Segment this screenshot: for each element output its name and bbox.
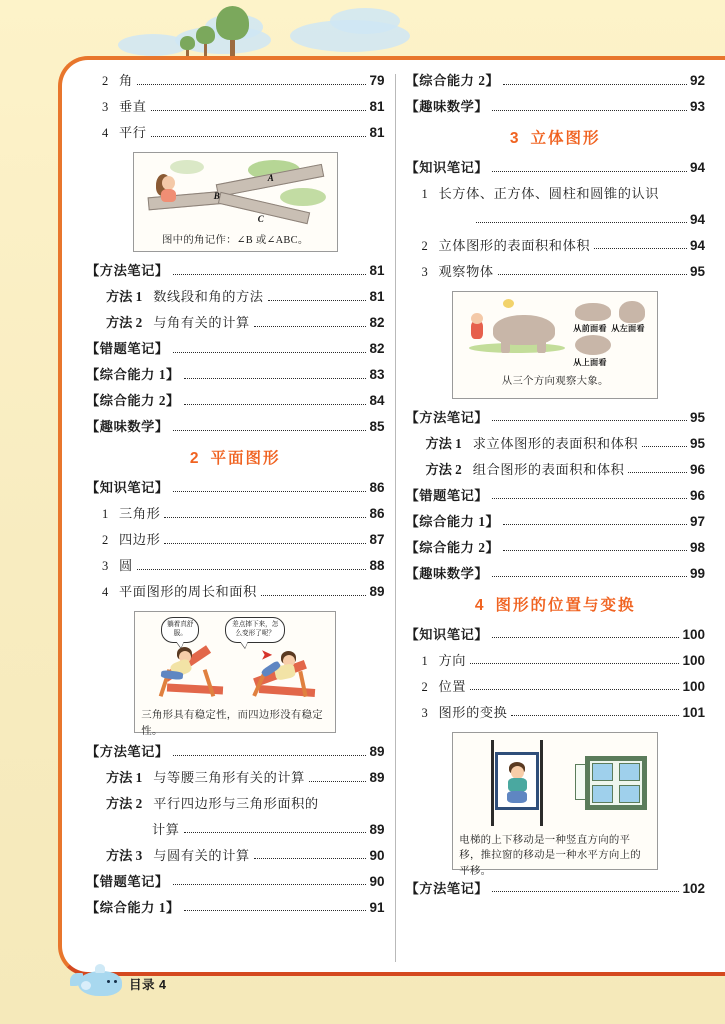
entry-page: 93 [689, 99, 705, 114]
child-icon [508, 778, 527, 792]
entry-page: 82 [369, 341, 385, 356]
entry-page: 91 [369, 899, 385, 915]
entry-page: 102 [682, 880, 705, 896]
elephant-icon [501, 341, 510, 353]
method-number: 方法 1 [106, 770, 143, 786]
method-number: 方法 1 [106, 289, 143, 305]
chapter-number: 4 [474, 596, 486, 614]
entry-page: 81 [369, 99, 385, 114]
leader-dots [173, 878, 367, 885]
toc-entry[interactable] [86, 368, 385, 382]
view-label-front: 从前面看 [573, 323, 607, 333]
toc-entry[interactable] [86, 507, 385, 521]
entry-label: 组合图形的表面积和体积 [472, 462, 625, 477]
entry-page: 81 [369, 263, 385, 278]
toc-entry[interactable] [86, 901, 385, 915]
toc-entry[interactable] [86, 100, 385, 114]
leader-dots [309, 775, 367, 782]
entry-label: 【方法笔记】 [405, 410, 489, 425]
entry-page: 89 [369, 744, 385, 759]
toc-entry-continuation[interactable] [406, 213, 706, 227]
entry-label: 数线段和角的方法 [153, 289, 264, 305]
figure-elephant-views [452, 291, 658, 399]
entry-label: 圆 [119, 558, 133, 574]
tree-icon [196, 26, 215, 44]
toc-entry[interactable] [86, 126, 385, 140]
figure-caption: 三角形具有稳定性，而四边形没有稳定性。 [141, 710, 323, 737]
entry-page: 87 [369, 532, 385, 547]
entry-label: 【错题笔记】 [405, 488, 489, 503]
leader-dots [164, 511, 366, 518]
chapter-heading-4 [406, 593, 706, 615]
entry-number: 3 [102, 100, 109, 114]
top-decoration [0, 0, 725, 64]
entry-label: 计算 [152, 822, 180, 837]
leader-dots [173, 485, 367, 492]
leader-dots [184, 904, 367, 911]
entry-label: 【方法笔记】 [405, 881, 489, 896]
elephant-icon [537, 341, 546, 353]
leader-dots [173, 424, 367, 431]
entry-label: 三角形 [119, 506, 161, 522]
cloud-icon [330, 8, 400, 34]
toc-entry[interactable] [406, 463, 706, 477]
leader-dots [628, 466, 687, 473]
entry-page: 95 [689, 435, 705, 451]
leader-dots [503, 78, 687, 85]
entry-label: 与角有关的计算 [153, 315, 250, 331]
leader-dots [137, 78, 367, 85]
leader-dots [642, 440, 687, 447]
child-icon [471, 313, 483, 324]
entry-label: 【综合能力 1】 [86, 900, 180, 915]
entry-page: 98 [689, 539, 705, 555]
entry-label: 【方法笔记】 [86, 744, 169, 760]
toc-entry[interactable] [86, 797, 385, 810]
toc-entry[interactable] [86, 745, 385, 759]
entry-label: 【综合能力 2】 [86, 393, 180, 409]
leader-dots [184, 826, 367, 833]
girl-icon [162, 176, 175, 190]
entry-label: 立体图形的表面积和体积 [438, 238, 591, 253]
entry-page: 94 [689, 237, 705, 253]
leader-dots [184, 372, 367, 379]
point-label-b: B [213, 191, 220, 201]
toc-right-column [396, 74, 716, 962]
leader-dots [254, 320, 367, 327]
entry-label: 位置 [438, 679, 467, 694]
bush-shape [170, 160, 204, 174]
chapter-heading-3 [406, 126, 706, 148]
leader-dots [151, 130, 367, 137]
toc-entry[interactable] [86, 264, 385, 278]
method-number: 方法 2 [106, 315, 143, 331]
entry-page: 100 [682, 652, 705, 668]
leader-dots [663, 190, 702, 197]
toc-entry[interactable] [86, 420, 385, 434]
window-pane [619, 785, 640, 803]
entry-page: 79 [369, 73, 385, 88]
toc-entry[interactable] [86, 771, 385, 785]
figure-angle-path [133, 152, 338, 252]
entry-label: 【综合能力 1】 [86, 367, 180, 383]
chapter-title: 平面图形 [210, 450, 281, 467]
leader-dots [151, 104, 367, 111]
entry-number: 2 [421, 238, 428, 253]
bush-shape [280, 188, 326, 206]
entry-page: 90 [369, 847, 385, 863]
entry-label: 与等腰三角形有关的计算 [153, 770, 305, 786]
toc-entry[interactable] [406, 437, 706, 451]
toc-entry[interactable] [86, 342, 385, 356]
toc-entry[interactable] [406, 239, 706, 253]
method-number: 方法 1 [425, 436, 462, 451]
toc-entry[interactable] [86, 394, 385, 408]
toc-entry[interactable] [86, 559, 385, 573]
toc-entry[interactable] [406, 187, 706, 200]
entry-page: 96 [689, 461, 705, 477]
entry-number: 1 [421, 186, 428, 201]
entry-number: 2 [102, 74, 109, 88]
entry-number: 1 [421, 653, 428, 668]
entry-label: 角 [119, 73, 133, 89]
leader-dots [254, 852, 367, 859]
entry-label: 【综合能力 2】 [405, 540, 500, 555]
entry-label: 垂直 [119, 99, 147, 115]
tree-icon [180, 36, 195, 50]
entry-label: 平行四边形与三角形面积的 [153, 796, 319, 811]
speech-bubble-left: 躺着真舒服。 [161, 617, 199, 643]
entry-label: 【知识笔记】 [86, 480, 169, 496]
toc-entry[interactable] [406, 161, 706, 175]
leader-dots [323, 800, 382, 807]
entry-page: 90 [369, 873, 385, 889]
leader-dots [594, 242, 687, 249]
leader-dots [164, 537, 366, 544]
toc-entry[interactable] [86, 533, 385, 547]
entry-number: 4 [102, 585, 109, 599]
window-pane [592, 763, 613, 781]
speech-bubble-right: 差点摔下来，怎么变形了呢？ [225, 617, 285, 643]
entry-page: 85 [369, 419, 385, 434]
toc-entry[interactable] [406, 100, 706, 114]
leader-dots [492, 414, 687, 421]
toc-entry[interactable] [406, 541, 706, 555]
child-icon [511, 766, 524, 779]
entry-label: 【方法笔记】 [86, 263, 169, 279]
child-icon [507, 791, 527, 803]
toc-entry[interactable] [86, 74, 385, 88]
entry-label: 与圆有关的计算 [153, 848, 250, 863]
method-number: 方法 2 [106, 796, 143, 811]
chapter-title: 图形的位置与变换 [495, 596, 636, 614]
entry-label: 【综合能力 1】 [405, 514, 500, 529]
entry-page: 81 [369, 289, 385, 304]
entry-label: 平行 [119, 125, 147, 141]
entry-page: 82 [369, 315, 385, 330]
leader-dots [173, 268, 367, 275]
entry-label: 【趣味数学】 [405, 566, 489, 581]
point-label-a: A [267, 173, 274, 183]
method-number: 方法 2 [425, 462, 462, 477]
method-number: 方法 3 [106, 848, 143, 863]
chapter-heading-2 [86, 446, 385, 468]
entry-label: 平面图形的周长和面积 [119, 584, 257, 600]
figure-translation [452, 732, 658, 877]
entry-label: 【综合能力 2】 [405, 73, 500, 89]
entry-number: 2 [102, 533, 109, 547]
leader-dots [476, 216, 687, 223]
leader-dots [492, 165, 687, 172]
entry-label: 方向 [438, 653, 467, 668]
toc-entry[interactable] [86, 849, 385, 863]
leader-dots [184, 398, 367, 405]
whale-eye [114, 980, 117, 983]
point-label-c: C [257, 214, 264, 224]
window-pane [619, 763, 640, 781]
leader-dots [173, 346, 367, 353]
entry-page: 88 [369, 558, 385, 573]
toc-entry[interactable] [406, 411, 706, 425]
bird-icon [503, 299, 514, 308]
toc-card [58, 56, 725, 976]
leader-dots [498, 268, 687, 275]
figure-caption: 从三个方向观察大象。 [501, 375, 609, 387]
toc-entry[interactable] [406, 515, 706, 529]
toc-entry[interactable] [406, 882, 706, 896]
entry-page: 89 [369, 584, 385, 599]
leader-dots [503, 544, 687, 551]
toc-entry[interactable] [406, 567, 706, 581]
entry-page: 99 [689, 565, 705, 581]
toc-entry-continuation[interactable] [86, 823, 385, 837]
toc-entry[interactable] [406, 654, 706, 668]
toc-left-column [76, 74, 396, 962]
figure-stability [134, 611, 336, 737]
entry-number: 2 [421, 679, 428, 694]
toc-entry[interactable] [406, 706, 706, 720]
entry-label: 观察物体 [438, 264, 494, 279]
toc-entry[interactable] [406, 680, 706, 694]
entry-page: 95 [689, 409, 705, 425]
whale-belly [81, 981, 91, 990]
tree-icon [216, 6, 249, 40]
entry-page: 89 [369, 770, 385, 785]
entry-page: 100 [682, 626, 705, 642]
leader-dots [492, 492, 687, 499]
entry-page: 86 [369, 480, 385, 495]
entry-page: 81 [369, 125, 385, 140]
leader-dots [470, 657, 679, 664]
toc-entry[interactable] [86, 585, 385, 599]
entry-number: 3 [102, 559, 109, 573]
chapter-title: 立体图形 [530, 130, 601, 147]
entry-page: 94 [689, 211, 705, 227]
figure-caption: 电梯的上下移动是一种竖直方向的平移，推拉窗的移动是一种水平方向上的平移。 [459, 834, 641, 877]
entry-label: 【错题笔记】 [86, 874, 169, 889]
view-label-top: 从上面看 [573, 357, 607, 367]
girl-icon [161, 189, 176, 202]
entry-label: 长方体、正方体、圆柱和圆锥的认识 [438, 186, 660, 201]
entry-label: 四边形 [119, 532, 161, 548]
entry-page: 95 [689, 263, 705, 279]
toc-entry[interactable] [86, 316, 385, 330]
chapter-number: 3 [509, 130, 521, 147]
entry-page: 86 [369, 506, 385, 521]
entry-label: 【错题笔记】 [86, 341, 169, 357]
figure-caption: 图中的角记作：∠B 或∠ABC。 [161, 235, 309, 246]
entry-number: 3 [421, 705, 428, 720]
deck-chair [167, 684, 223, 695]
leader-dots [492, 104, 687, 111]
toc-entry[interactable] [406, 265, 706, 279]
entry-number: 4 [102, 126, 109, 140]
entry-page: 100 [682, 678, 705, 694]
leader-dots [261, 589, 367, 596]
entry-number: 1 [102, 507, 109, 521]
view-label-left: 从左面看 [611, 323, 645, 333]
toc-entry[interactable] [406, 489, 706, 503]
entry-page: 101 [682, 704, 705, 720]
entry-page: 94 [689, 160, 705, 175]
leader-dots [492, 885, 679, 892]
entry-label: 【知识笔记】 [405, 160, 489, 176]
toc-entry[interactable] [406, 628, 706, 642]
entry-page: 92 [689, 73, 705, 88]
page-footer [78, 971, 166, 996]
toc-entry[interactable] [86, 875, 385, 889]
whale-spout [95, 964, 105, 973]
entry-page: 97 [689, 513, 705, 529]
toc-entry[interactable] [86, 481, 385, 495]
whale-eye [107, 980, 110, 983]
elephant-icon [575, 335, 611, 355]
leader-dots [268, 294, 367, 301]
whale-icon [78, 971, 122, 996]
entry-page: 84 [369, 393, 385, 408]
entry-label: 图形的变换 [438, 705, 508, 720]
entry-page: 96 [689, 487, 705, 503]
entry-page: 89 [369, 821, 385, 837]
leader-dots [137, 563, 367, 570]
cloud-icon [118, 34, 188, 56]
leader-dots [511, 709, 679, 716]
entry-label: 【知识笔记】 [405, 627, 489, 642]
leader-dots [173, 749, 367, 756]
footer-label: 目录 4 [129, 977, 167, 992]
leader-dots [503, 518, 687, 525]
arrow-icon: ➤ [261, 647, 273, 662]
toc-entry[interactable] [406, 74, 706, 88]
leader-dots [470, 683, 679, 690]
entry-label: 【趣味数学】 [405, 99, 489, 115]
entry-label: 求立体图形的表面积和体积 [472, 436, 639, 451]
entry-number: 3 [421, 264, 428, 279]
elephant-icon [619, 301, 645, 323]
entry-page: 83 [369, 367, 385, 382]
toc-entry[interactable] [86, 290, 385, 304]
leader-dots [492, 570, 687, 577]
leader-dots [492, 631, 679, 638]
window-pane [592, 785, 613, 803]
elephant-icon [575, 303, 611, 321]
entry-label: 【趣味数学】 [86, 419, 169, 435]
chapter-number: 2 [189, 450, 201, 467]
